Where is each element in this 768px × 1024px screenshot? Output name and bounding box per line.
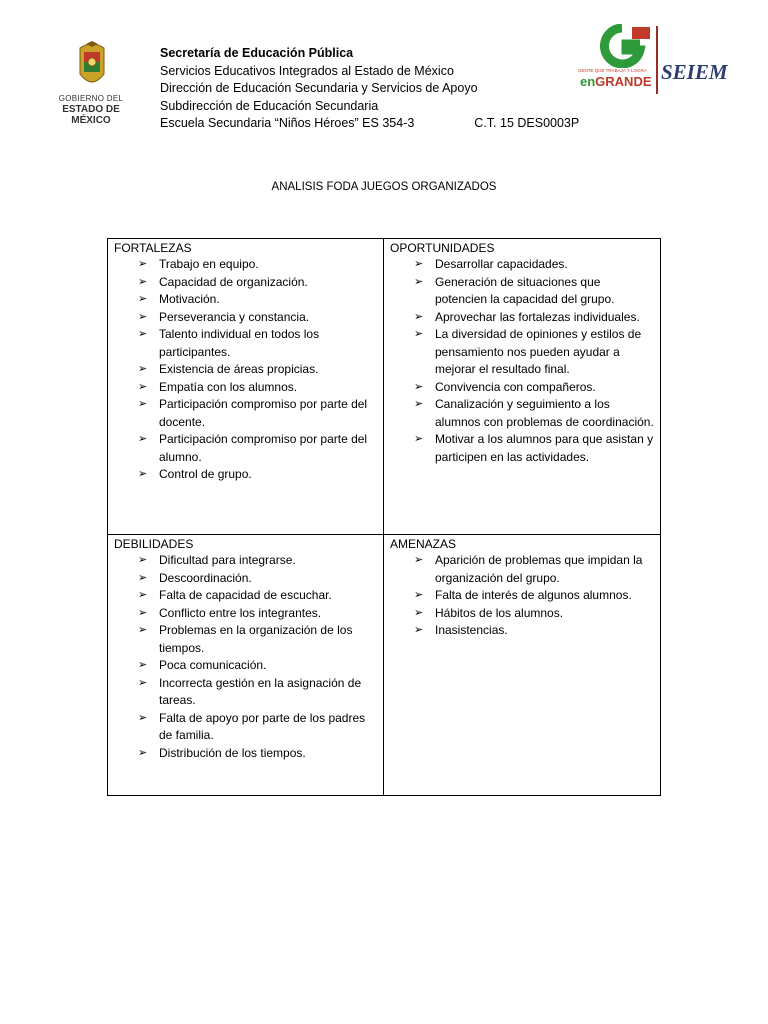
- debilidades-cell: [108, 535, 384, 795]
- list-item: ➢ Conflicto entre los integrantes.: [138, 605, 377, 623]
- fortalezas-heading: FORTALEZAS: [114, 241, 192, 255]
- list-item: ➢ Motivación.: [138, 291, 377, 309]
- gov-logo-line1: GOBIERNO DEL: [58, 94, 124, 103]
- en-text: en: [580, 74, 596, 89]
- amenazas-heading: AMENAZAS: [390, 537, 457, 551]
- oportunidades-list: [390, 256, 654, 466]
- list-item: ➢ Inasistencias.: [414, 622, 654, 640]
- list-item: ➢ Empatía con los alumnos.: [138, 379, 377, 397]
- seiem-engrande-logo: [576, 24, 728, 98]
- list-item: ➢ Generación de situaciones que potencien la capacidad del grupo.: [414, 274, 654, 309]
- seiem-wordmark: SEIEM: [661, 60, 728, 84]
- header-line-seiem: Servicios Educativos Integrados al Estado de México: [160, 63, 454, 78]
- school-ct: C.T. 15 DES0003P: [474, 116, 580, 131]
- list-item: ➢ La diversidad de opiniones y estilos de pensamiento nos pueden ayudar a mejorar el resultado final.: [414, 326, 654, 379]
- gov-logo-line2: ESTADO DE MÉXICO: [62, 104, 120, 126]
- list-item: ➢ Poca comunicación.: [138, 657, 377, 675]
- amenazas-cell: [384, 535, 660, 795]
- list-item: ➢ Dificultad para integrarse.: [138, 552, 377, 570]
- list-item: ➢ Problemas en la organización de los tiempos.: [138, 622, 377, 657]
- fortalezas-cell: [108, 239, 384, 535]
- coat-of-arms-icon: [76, 40, 108, 92]
- list-item: ➢ Talento individual en todos los participantes.: [138, 326, 377, 361]
- letterhead: [160, 45, 579, 133]
- document-title: ANALISIS FODA JUEGOS ORGANIZADOS: [271, 181, 497, 193]
- debilidades-list: [114, 552, 377, 762]
- list-item: ➢ Incorrecta gestión en la asignación de tareas.: [138, 675, 377, 710]
- oportunidades-cell: [384, 239, 660, 535]
- header-line-direccion: Dirección de Educación Secundaria y Servicios de Apoyo: [160, 81, 478, 96]
- list-item: ➢ Aprovechar las fortalezas individuales.: [414, 309, 654, 327]
- debilidades-heading: DEBILIDADES: [114, 537, 194, 551]
- logo-tagline: GENTE QUE TRABAJA Y LOGRA: [578, 68, 647, 73]
- list-item: ➢ Falta de apoyo por parte de los padres de familia.: [138, 710, 377, 745]
- list-item: ➢ Aparición de problemas que impidan la organización del grupo.: [414, 552, 654, 587]
- list-item: ➢ Motivar a los alumnos para que asistan y participen en las actividades.: [414, 431, 654, 466]
- fortalezas-list: [114, 256, 377, 484]
- oportunidades-heading: OPORTUNIDADES: [390, 241, 495, 255]
- logo-divider: [656, 26, 658, 94]
- list-item: ➢ Participación compromiso por parte del alumno.: [138, 431, 377, 466]
- list-item: ➢ Descoordinación.: [138, 570, 377, 588]
- header-line-subdireccion: Subdirección de Educación Secundaria: [160, 98, 379, 113]
- list-item: ➢ Falta de capacidad de escuchar.: [138, 587, 377, 605]
- list-item: ➢ Control de grupo.: [138, 466, 377, 484]
- list-item: ➢ Existencia de áreas propicias.: [138, 361, 377, 379]
- list-item: ➢ Hábitos de los alumnos.: [414, 605, 654, 623]
- list-item: ➢ Capacidad de organización.: [138, 274, 377, 292]
- list-item: ➢ Convivencia con compañeros.: [414, 379, 654, 397]
- list-item: ➢ Falta de interés de algunos alumnos.: [414, 587, 654, 605]
- g-logo-icon: [596, 24, 652, 68]
- list-item: ➢ Participación compromiso por parte del docente.: [138, 396, 377, 431]
- header-line-sep: Secretaría de Educación Pública: [160, 46, 354, 60]
- foda-table: [107, 238, 661, 796]
- list-item: ➢ Trabajo en equipo.: [138, 256, 377, 274]
- list-item: ➢ Desarrollar capacidades.: [414, 256, 654, 274]
- list-item: ➢ Distribución de los tiempos.: [138, 745, 377, 763]
- amenazas-list: [390, 552, 654, 640]
- list-item: ➢ Perseverancia y constancia.: [138, 309, 377, 327]
- header-line-school: [160, 115, 579, 133]
- engrande-wordmark: [580, 74, 652, 89]
- list-item: ➢ Canalización y seguimiento a los alumnos con problemas de coordinación.: [414, 396, 654, 431]
- school-name: Escuela Secundaria “Niños Héroes” ES 354-3: [160, 116, 415, 131]
- grande-text: GRANDE: [595, 74, 652, 89]
